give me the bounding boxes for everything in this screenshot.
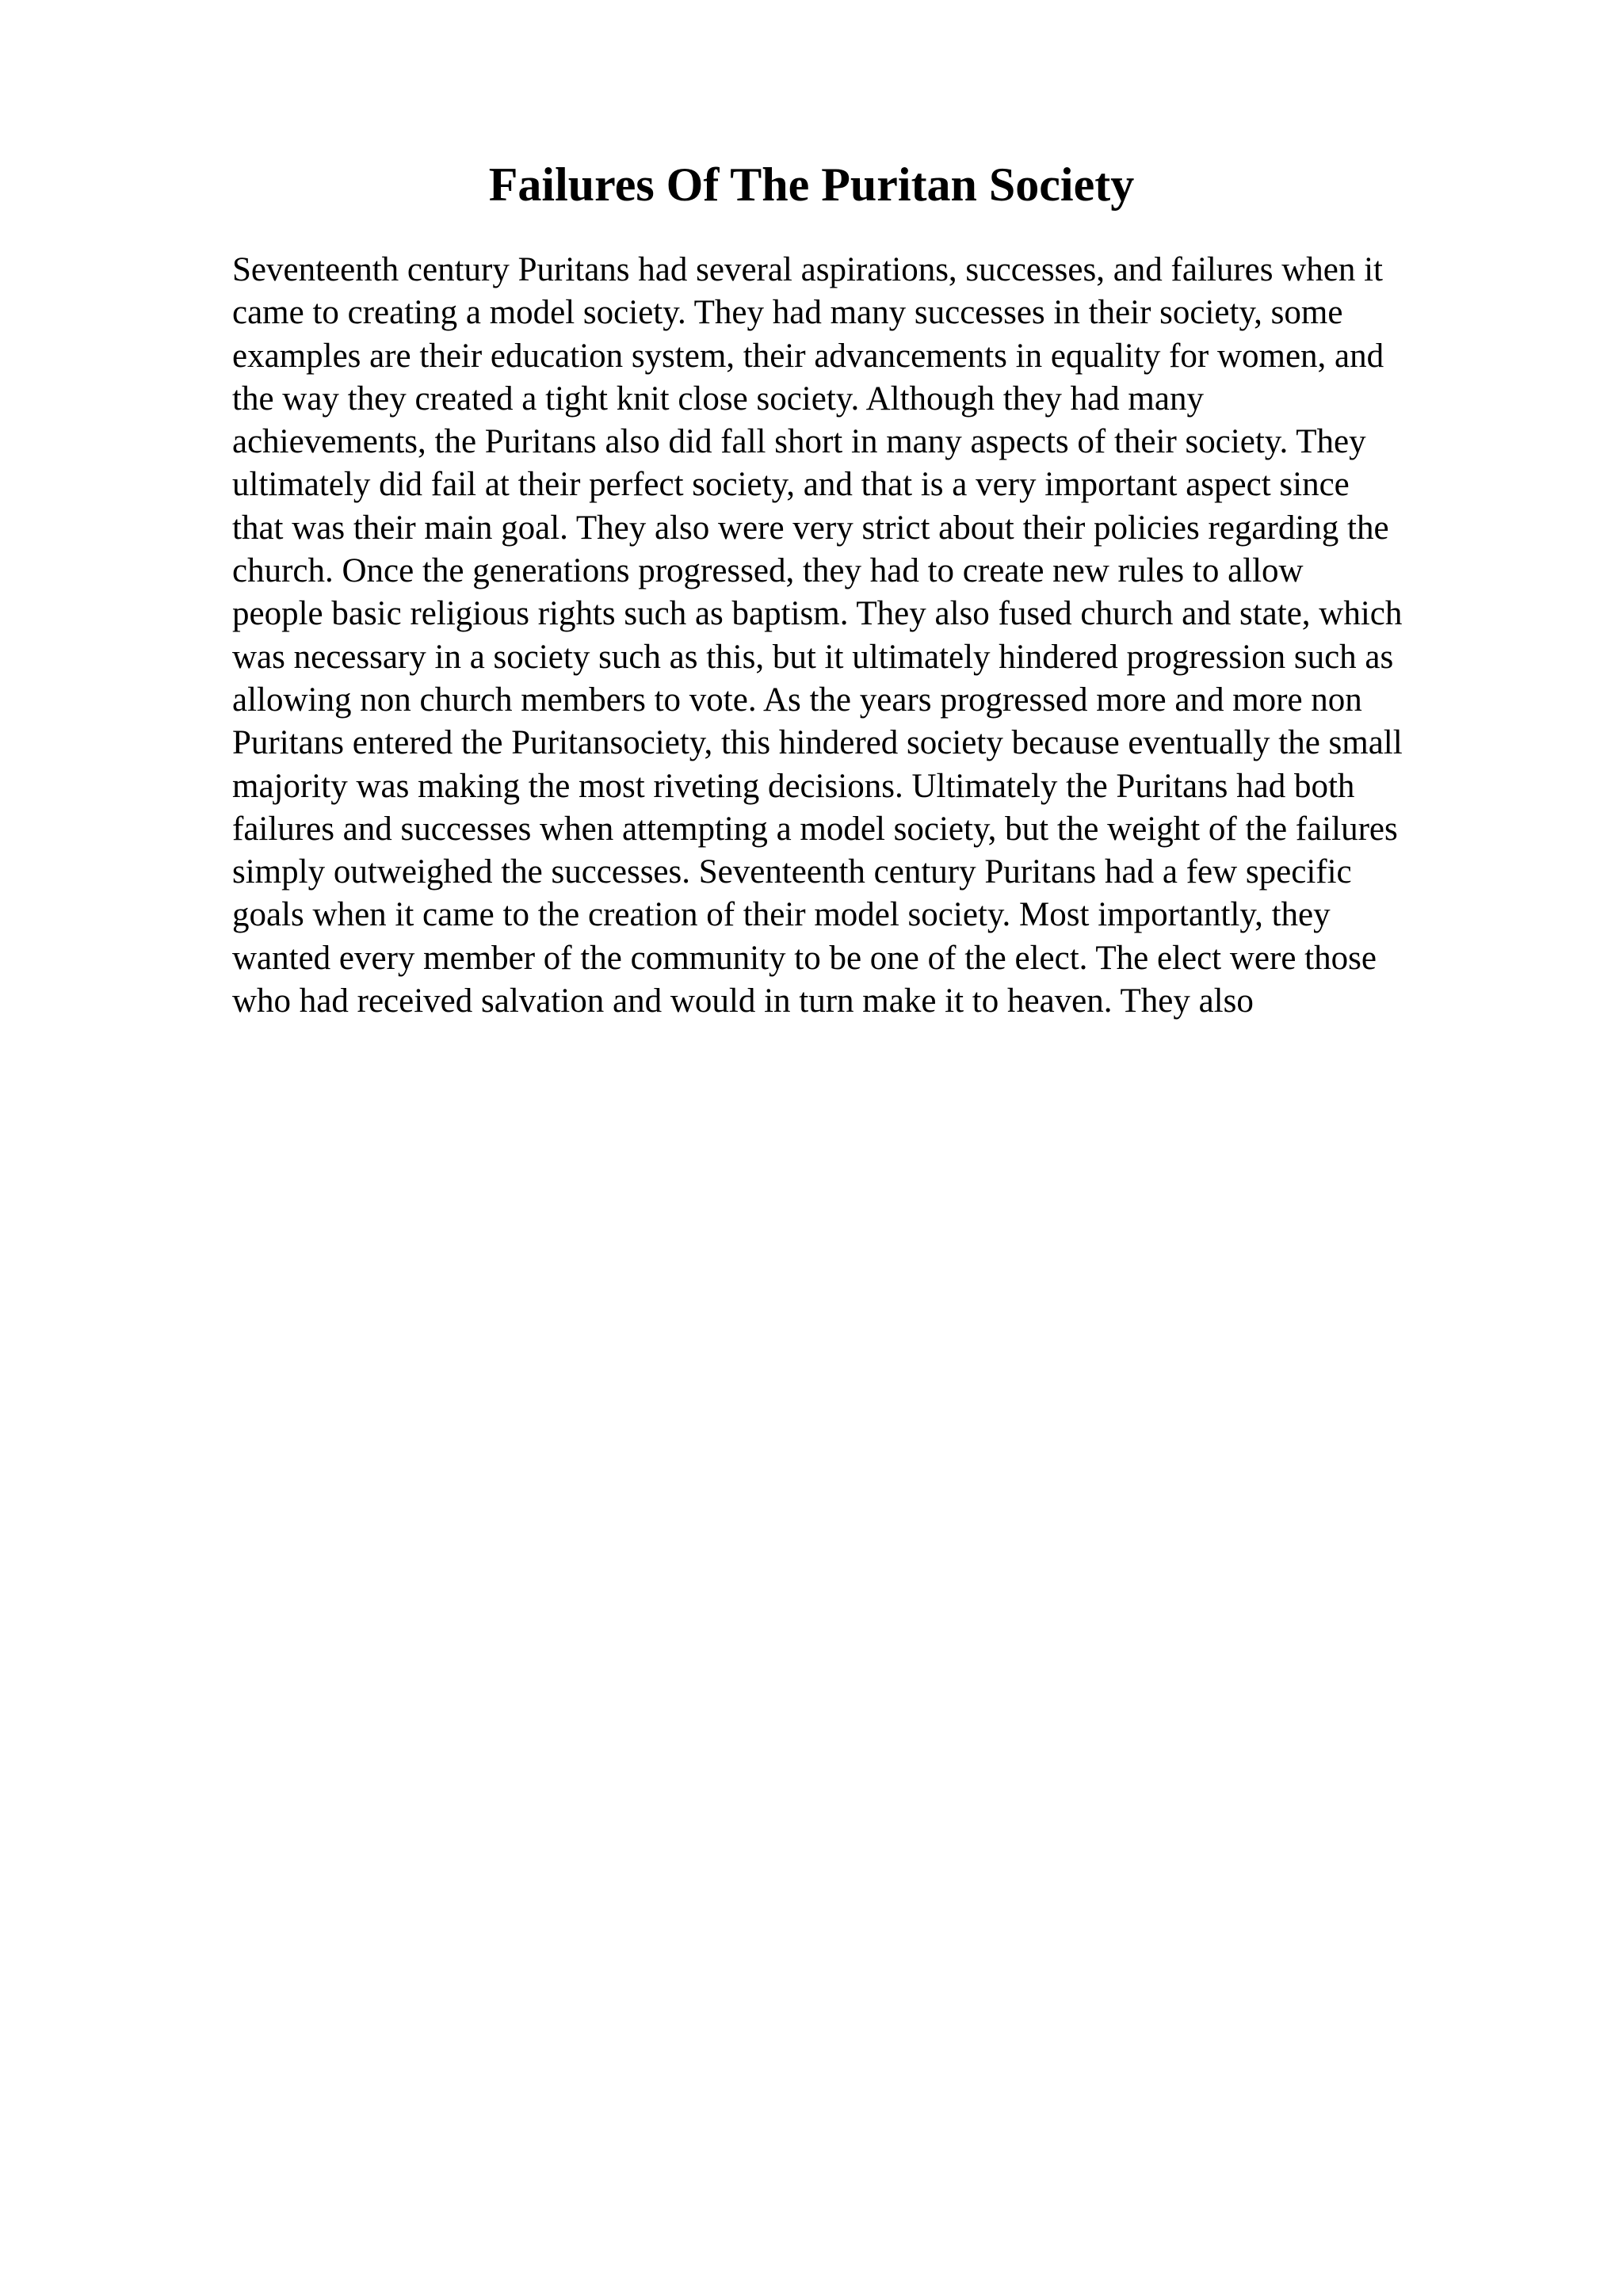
body-line: achievements, the Puritans also did fall short in many aspects of their society. They [232, 423, 1366, 461]
body-line: failures and successes when attempting a model society, but the weight of the failures [232, 810, 1398, 848]
body-line: came to creating a model society. They had many successes in their society, some [232, 294, 1343, 332]
body-line: the way they created a tight knit close society. Although they had many [232, 379, 1204, 418]
body-line: Puritans entered the Puritansociety, this hindered society because eventually the small [232, 724, 1403, 762]
body-line: church. Once the generations progressed, they had to create new rules to allow [232, 552, 1304, 590]
body-line: examples are their education system, their advancements in equality for women, and [232, 337, 1384, 375]
body-line: people basic religious rights such as baptism. They also fused church and state, which [232, 595, 1403, 633]
document-body [232, 249, 1500, 1023]
body-line: was necessary in a society such as this, but it ultimately hindered progression such as [232, 638, 1394, 676]
body-line: wanted every member of the community to be one of the elect. The elect were those [232, 939, 1377, 977]
body-line: allowing non church members to vote. As the years progressed more and more non [232, 681, 1362, 719]
body-line: Seventeenth century Puritans had several aspirations, successes, and failures when it [232, 251, 1384, 288]
body-line: who had received salvation and would in turn make it to heaven. They also [232, 982, 1254, 1020]
document-title: Failures Of The Puritan Society [488, 158, 1135, 211]
body-line: simply outweighed the successes. Seventeenth century Puritans had a few specific [232, 853, 1352, 891]
body-line: that was their main goal. They also were very strict about their policies regarding the [232, 509, 1389, 547]
body-line: majority was making the most riveting decisions. Ultimately the Puritans had both [232, 767, 1355, 805]
body-line: goals when it came to the creation of their model society. Most importantly, they [232, 896, 1331, 934]
body-line: ultimately did fail at their perfect society, and that is a very important aspect since [232, 466, 1350, 504]
